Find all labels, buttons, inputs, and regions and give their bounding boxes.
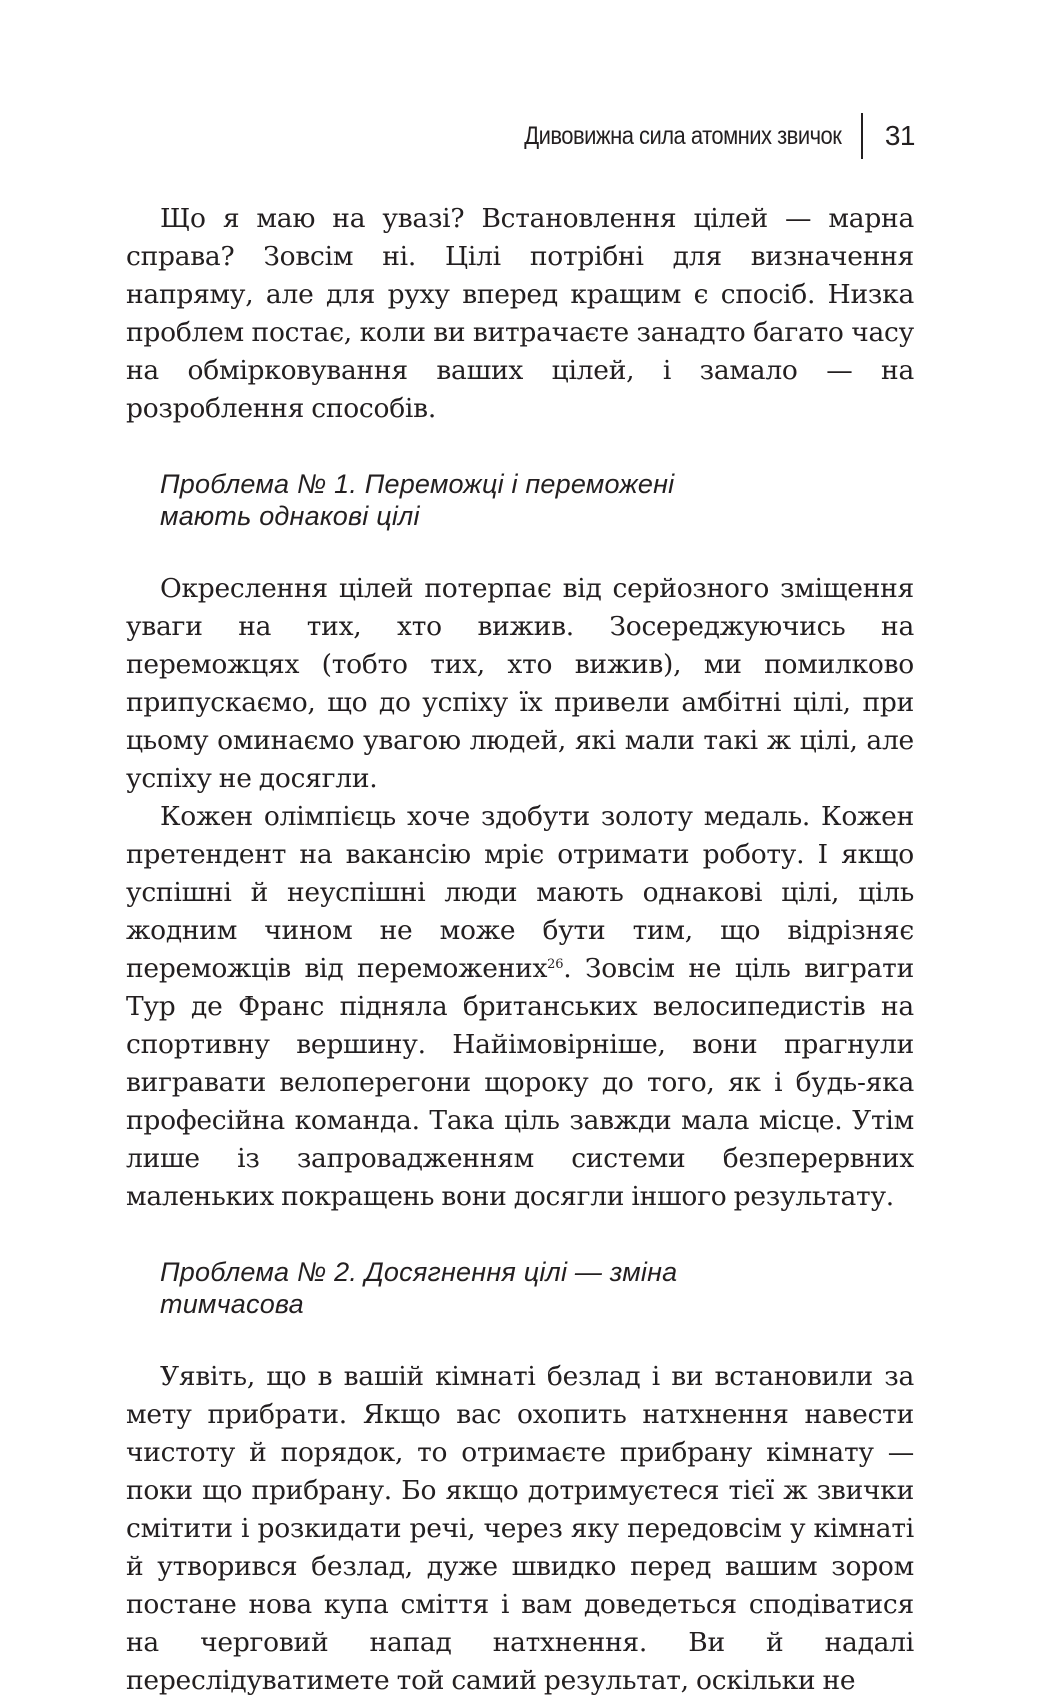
section-heading-line: Проблема № 1. Переможці і переможені — [160, 469, 675, 499]
section-heading-line: мають однакові цілі — [160, 501, 420, 531]
header-divider — [861, 113, 863, 159]
paragraph: Що я маю на увазі? Встановлення цілей — марна справа? Зовсім ні. Цілі потрібні для визначення напряму, але для руху вперед кращим є спосіб. Низка проблем постає, коли ви витрачаєте занадто багато часу на обмірковування ваших цілей, і замало — на розроблення способів. — [126, 203, 914, 424]
section-heading — [126, 468, 914, 532]
paragraph-text: . Зовсім не ціль виграти Тур де Франс підняла британських велосипедистів на спортивну вершину. Найімовірніше, вони прагнули вигравати велоперегони щороку до того, як і будь-яка професійна команда. Така ціль завжди мала місце. Утім лише із запровадженням системи безперервних маленьких покращень вони досягли іншого результату. — [126, 953, 915, 1212]
section-heading — [126, 1256, 914, 1320]
page-body — [126, 200, 914, 1700]
paragraph-text: Кожен олімпієць хоче здобути золоту медаль. Кожен претендент на вакансію мріє отримати роботу. І якщо успішні й неуспішні люди мають однакові цілі, ціль жодним чином не може бути тим, що відрізняє переможців від переможених — [126, 801, 914, 984]
footnote-reference: 26 — [547, 957, 564, 972]
section-heading-line: тимчасова — [160, 1289, 304, 1319]
running-title: Дивовижна сила атомних звичок — [523, 121, 841, 150]
paragraph: Уявіть, що в вашій кімнаті безлад і ви встановили за мету прибрати. Якщо вас охопить натхнення навести чистоту й порядок, то отримаєте прибрану кімнату — поки що прибрану. Бо якщо дотримуєтеся тієї ж звички смітити і розкидати речі, через яку передовсім у кімнаті й утворився безлад, дуже швидко перед вашим зором постане нова купа сміття і вам доведеться сподіватися на черговий напад натхнення. Ви й надалі переслідуватимете той самий результат, оскільки не — [126, 1361, 914, 1696]
page-number: 31 — [884, 120, 915, 151]
running-header — [481, 112, 916, 160]
section-heading-line: Проблема № 2. Досягнення цілі — зміна — [160, 1257, 678, 1287]
paragraph: Окреслення цілей потерпає від серйозного зміщення уваги на тих, хто вижив. Зосереджуючись на переможцях (тобто тих, хто вижив), ми помилково припускаємо, що до успіху їх привели амбітні цілі, при цьому оминаємо увагою людей, які мали такі ж цілі, але успіху не досягли. — [126, 573, 914, 794]
paragraph — [126, 798, 914, 1216]
